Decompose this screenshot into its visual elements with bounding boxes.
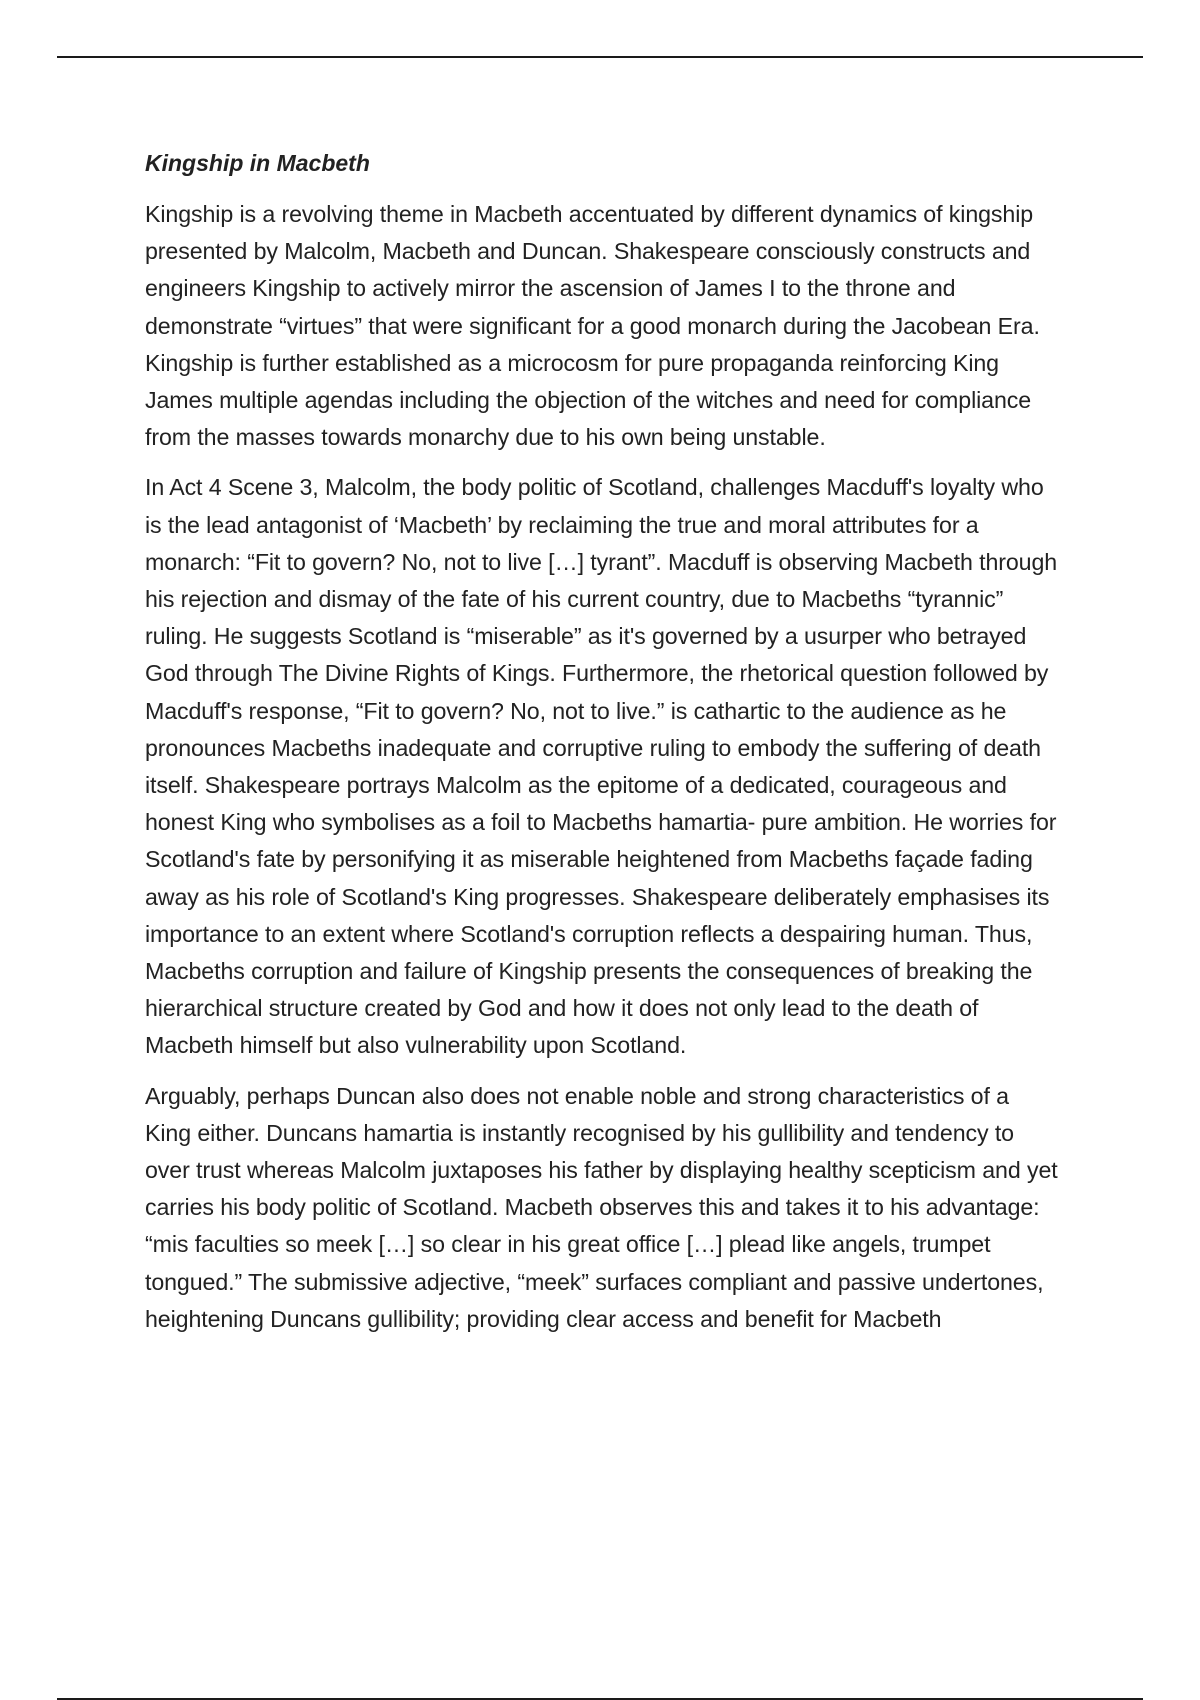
paragraph-duncan: Arguably, perhaps Duncan also does not enable noble and strong characteristics of a King either. Duncans hamartia is instantly recognised by his gullibility and tendency to over trust whereas Malcolm juxtaposes his father by displaying healthy scepticism and yet carries his body politic of Scotland. Macbeth observes this and takes it to his advantage: “mis faculties so meek […] so clear in his great office […] plead like angels, trumpet tongued.” The submissive adjective, “meek” surfaces compliant and passive undertones, heightening Duncans gullibility; providing clear access and benefit for Macbeth — [145, 1082, 1058, 1332]
header-rule — [57, 56, 1143, 58]
paragraph-act4-scene3: In Act 4 Scene 3, Malcolm, the body politic of Scotland, challenges Macduff's loyalty who is the lead antagonist of ‘Macbeth’ by reclaiming the true and moral attributes for a monarch: “Fit to govern? No, not to live […] tyrant”. Macduff is observing Macbeth through his rejection and dismay of the fate of his current country, due to Macbeths “tyrannic” ruling. He suggests Scotland is “miserable” as it's governed by a usurper who betrayed God through The Divine Rights of Kings. Furthermore, the rhetorical question followed by Macduff's response, “Fit to govern? No, not to live.” is cathartic to the audience as he pronounces Macbeths inadequate and corruptive ruling to embody the suffering of death itself. Shakespeare portrays Malcolm as the epitome of a dedicated, courageous and honest King who symbolises as a foil to Macbeths hamartia- pure ambition. He worries for Scotland's fate by personifying it as miserable heightened from Macbeths façade fading away as his role of Scotland's King progresses. Shakespeare deliberately emphasises its importance to an extent where Scotland's corruption reflects a despairing human. Thus, Macbeths corruption and failure of Kingship presents the consequences of breaking the hierarchical structure created by God and how it does not only lead to the death of Macbeth himself but also vulnerability upon Scotland. — [145, 474, 1058, 1059]
paragraph-intro: Kingship is a revolving theme in Macbeth accentuated by different dynamics of kingship presented by Malcolm, Macbeth and Duncan. Shakespeare consciously constructs and engineers Kingship to actively mirror the ascension of James I to the throne and demonstrate “virtues” that were significant for a good monarch during the Jacobean Era. Kingship is further established as a microcosm for pure propaganda reinforcing King James multiple agendas including the objection of the witches and need for compliance from the masses towards monarchy due to his own being unstable. — [145, 201, 1040, 451]
document-body — [145, 146, 1060, 1351]
document-title: Kingship in Macbeth — [145, 150, 370, 176]
